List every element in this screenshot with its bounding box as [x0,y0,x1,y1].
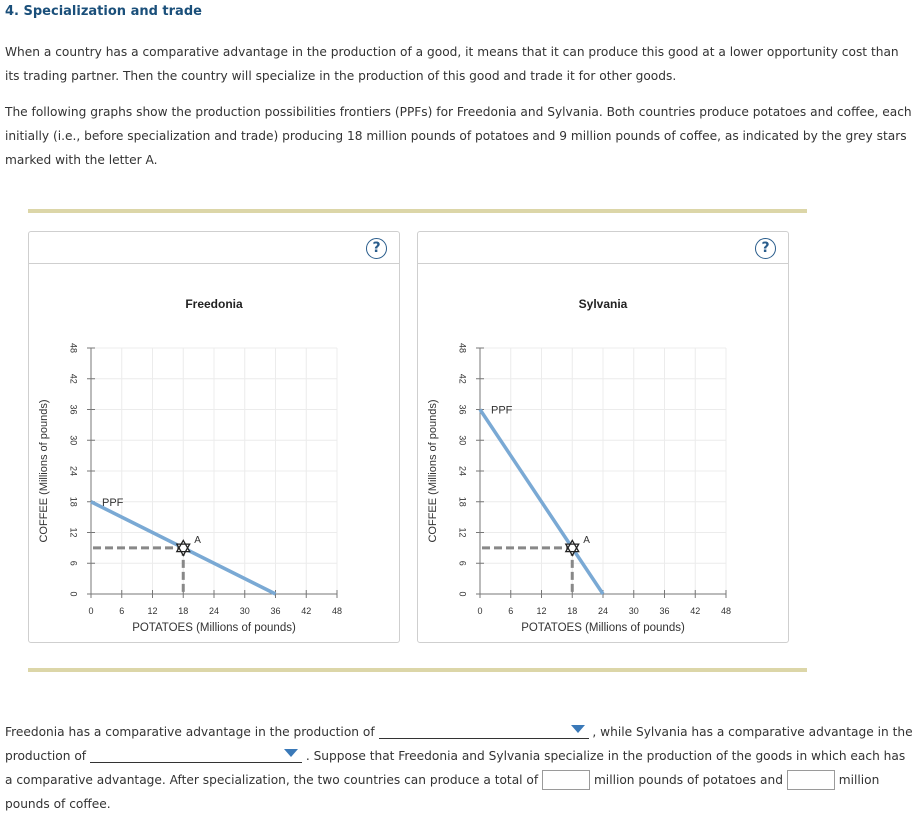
x-tick-label: 0 [88,606,94,616]
y-tick-label: 48 [68,342,79,354]
y-tick-label: 12 [68,527,79,538]
sylvania-advantage-dropdown[interactable] [90,746,302,763]
point-a-label: A [583,534,590,546]
x-tick-label: 18 [178,606,189,616]
x-tick-label: 30 [239,606,250,616]
help-button[interactable]: ? [366,238,387,259]
x-tick-label: 24 [208,606,220,616]
question-part-3: . Suppose that Freedonia and Sylvania specialize in the production of the goods in which each has a comparative advantage. After specialization, the two countries can produce a total of [5,749,906,787]
section-title: 4. Specialization and trade [5,4,202,19]
point-a-label: A [194,534,201,546]
y-axis-label: COFFEE (Millions of pounds) [38,399,50,543]
question-part-4: million pounds of potatoes and [593,773,783,787]
ppf-label: PPF [102,496,124,509]
x-tick-label: 48 [331,606,343,616]
freedonia-chart [29,264,399,642]
x-axis-label: POTATOES (Millions of pounds) [132,622,296,634]
y-tick-label: 0 [68,591,79,597]
sylvania-chart [418,264,788,642]
x-tick-label: 36 [659,606,670,616]
y-tick-label: 30 [68,435,79,446]
chevron-down-icon [571,725,585,733]
y-tick-label: 12 [457,527,468,538]
x-tick-label: 6 [119,606,125,616]
panel-header [29,232,399,264]
x-tick-label: 48 [720,606,732,616]
intro-paragraph-2: The following graphs show the production possibilities frontiers (PPFs) for Freedonia and Sylvania. Both countries produce potatoes and coffee, each initially (i.e., before specialization and trade) producing 18 million pounds of potatoes and 9 million pounds of coffee, as indicated by the grey stars marked with the letter A. [5,105,912,167]
x-tick-label: 12 [536,606,547,616]
y-tick-label: 6 [68,560,79,566]
help-button[interactable]: ? [755,238,776,259]
freedonia-graph-panel [28,231,400,643]
y-axis-label: COFFEE (Millions of pounds) [427,399,439,543]
x-tick-label: 42 [690,606,701,616]
sylvania-graph-panel [417,231,789,643]
x-tick-label: 12 [147,606,158,616]
y-tick-label: 18 [457,496,468,507]
x-tick-label: 6 [508,606,514,616]
bottom-divider [28,668,807,672]
point-a-star-icon [177,540,190,555]
chevron-down-icon [284,749,298,757]
x-tick-label: 0 [477,606,483,616]
x-tick-label: 36 [270,606,281,616]
total-potatoes-input[interactable] [542,770,590,790]
y-tick-label: 18 [68,496,79,507]
top-divider [28,209,807,213]
x-tick-label: 24 [597,606,609,616]
y-tick-label: 24 [68,465,79,477]
question-part-5: million pounds of coffee. [5,773,880,811]
panel-header [418,232,788,264]
x-tick-label: 30 [628,606,639,616]
y-tick-label: 36 [68,404,79,415]
y-tick-label: 6 [457,560,468,566]
x-tick-label: 18 [567,606,578,616]
chart-title: Freedonia [185,297,243,311]
intro-paragraph-1: When a country has a comparative advantage in the production of a good, it means that it can produce this good at a lower opportunity cost than its trading partner. Then the country will specialize in the production of this good and trade it for other goods. [5,45,899,83]
question-text [5,720,915,816]
y-tick-label: 48 [457,342,468,354]
y-tick-label: 42 [457,373,468,384]
total-coffee-input[interactable] [787,770,835,790]
x-tick-label: 42 [301,606,312,616]
ppf-label: PPF [491,404,513,417]
question-part-2: , while Sylvania has a comparative advantage in the production of [5,725,913,763]
y-tick-label: 36 [457,404,468,415]
chart-title: Sylvania [578,297,628,311]
y-tick-label: 24 [457,465,468,477]
y-tick-label: 42 [68,373,79,384]
y-tick-label: 30 [457,435,468,446]
y-tick-label: 0 [457,591,468,597]
freedonia-advantage-dropdown[interactable] [379,722,589,739]
question-part-1: Freedonia has a comparative advantage in the production of [5,725,375,739]
x-axis-label: POTATOES (Millions of pounds) [521,622,685,634]
